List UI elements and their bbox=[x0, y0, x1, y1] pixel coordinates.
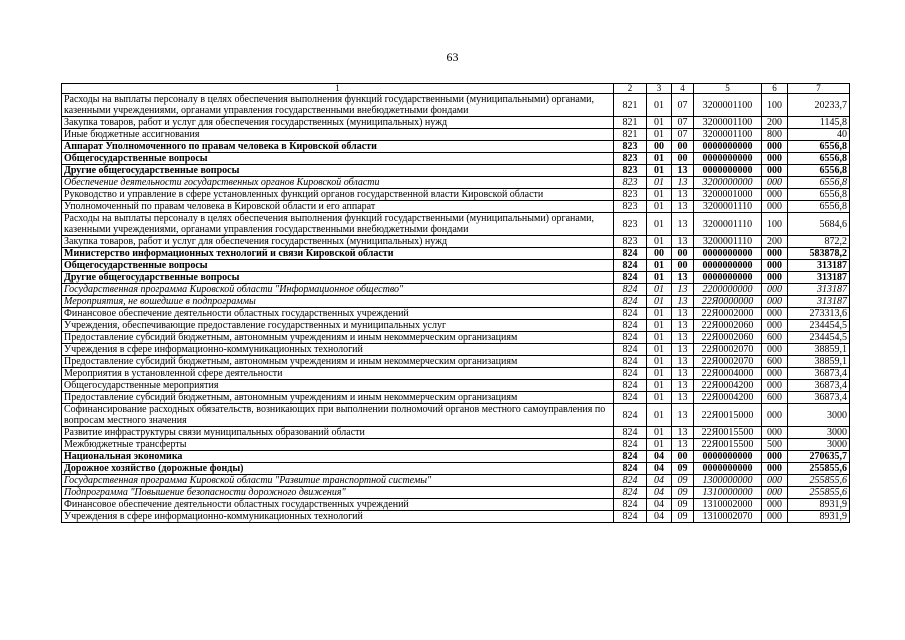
amount-cell: 234454,5 bbox=[788, 320, 850, 332]
row-name-cell: Учреждения, обеспечивающие предоставление государственных и муниципальных услуг bbox=[62, 320, 614, 332]
expense-type-code-cell: 000 bbox=[762, 511, 788, 523]
admin-code-cell: 821 bbox=[614, 117, 647, 129]
subsection-code-cell: 13 bbox=[672, 165, 694, 177]
section-code-cell: 04 bbox=[647, 511, 672, 523]
expense-type-code-cell: 000 bbox=[762, 404, 788, 427]
section-code-cell: 00 bbox=[647, 248, 672, 260]
admin-code-cell: 823 bbox=[614, 141, 647, 153]
section-code-cell: 01 bbox=[647, 404, 672, 427]
section-code-cell: 04 bbox=[647, 451, 672, 463]
target-code-cell: 0000000000 bbox=[694, 272, 762, 284]
subsection-code-cell: 09 bbox=[672, 511, 694, 523]
section-code-cell: 01 bbox=[647, 236, 672, 248]
row-name-cell: Общегосударственные вопросы bbox=[62, 260, 614, 272]
admin-code-cell: 824 bbox=[614, 344, 647, 356]
expense-type-code-cell: 000 bbox=[762, 344, 788, 356]
subsection-code-cell: 00 bbox=[672, 141, 694, 153]
expense-type-code-cell: 000 bbox=[762, 296, 788, 308]
expense-type-code-cell: 000 bbox=[762, 248, 788, 260]
section-code-cell: 04 bbox=[647, 499, 672, 511]
amount-cell: 273313,6 bbox=[788, 308, 850, 320]
admin-code-cell: 823 bbox=[614, 236, 647, 248]
admin-code-cell: 821 bbox=[614, 94, 647, 117]
amount-cell: 234454,5 bbox=[788, 332, 850, 344]
expense-type-code-cell: 000 bbox=[762, 320, 788, 332]
table-row bbox=[62, 177, 850, 189]
expense-type-code-cell: 000 bbox=[762, 451, 788, 463]
section-code-cell: 01 bbox=[647, 439, 672, 451]
subsection-code-cell: 07 bbox=[672, 129, 694, 141]
admin-code-cell: 824 bbox=[614, 511, 647, 523]
header-cell: 5 bbox=[694, 84, 762, 94]
amount-cell: 6556,8 bbox=[788, 189, 850, 201]
expense-type-code-cell: 000 bbox=[762, 189, 788, 201]
expense-type-code-cell: 000 bbox=[762, 308, 788, 320]
admin-code-cell: 824 bbox=[614, 427, 647, 439]
expense-type-code-cell: 600 bbox=[762, 356, 788, 368]
subsection-code-cell: 13 bbox=[672, 404, 694, 427]
admin-code-cell: 824 bbox=[614, 451, 647, 463]
section-code-cell: 01 bbox=[647, 332, 672, 344]
admin-code-cell: 823 bbox=[614, 153, 647, 165]
target-code-cell: 3200001110 bbox=[694, 213, 762, 236]
admin-code-cell: 824 bbox=[614, 284, 647, 296]
table-row bbox=[62, 213, 850, 236]
table-row bbox=[62, 94, 850, 117]
subsection-code-cell: 13 bbox=[672, 439, 694, 451]
subsection-code-cell: 00 bbox=[672, 248, 694, 260]
admin-code-cell: 821 bbox=[614, 129, 647, 141]
row-name-cell: Подпрограмма "Повышение безопасности дорожного движения" bbox=[62, 487, 614, 499]
admin-code-cell: 824 bbox=[614, 272, 647, 284]
subsection-code-cell: 13 bbox=[672, 344, 694, 356]
amount-cell: 313187 bbox=[788, 272, 850, 284]
expense-type-code-cell: 200 bbox=[762, 117, 788, 129]
row-name-cell: Общегосударственные мероприятия bbox=[62, 380, 614, 392]
table-row bbox=[62, 427, 850, 439]
expense-type-code-cell: 000 bbox=[762, 284, 788, 296]
subsection-code-cell: 13 bbox=[672, 320, 694, 332]
section-code-cell: 01 bbox=[647, 177, 672, 189]
row-name-cell: Мероприятия в установленной сфере деятельности bbox=[62, 368, 614, 380]
table-row bbox=[62, 272, 850, 284]
target-code-cell: 3200001110 bbox=[694, 201, 762, 213]
admin-code-cell: 824 bbox=[614, 320, 647, 332]
target-code-cell: 0000000000 bbox=[694, 165, 762, 177]
page-number: 63 bbox=[446, 50, 459, 64]
amount-cell: 20233,7 bbox=[788, 94, 850, 117]
header-cell: 3 bbox=[647, 84, 672, 94]
admin-code-cell: 824 bbox=[614, 499, 647, 511]
section-code-cell: 04 bbox=[647, 463, 672, 475]
amount-cell: 3000 bbox=[788, 439, 850, 451]
expense-type-code-cell: 000 bbox=[762, 380, 788, 392]
section-code-cell: 01 bbox=[647, 94, 672, 117]
amount-cell: 313187 bbox=[788, 260, 850, 272]
target-code-cell: 3200001000 bbox=[694, 189, 762, 201]
section-code-cell: 01 bbox=[647, 213, 672, 236]
table-row bbox=[62, 201, 850, 213]
row-name-cell: Предоставление субсидий бюджетным, автономным учреждениям и иным некоммерческим организациям bbox=[62, 356, 614, 368]
subsection-code-cell: 13 bbox=[672, 427, 694, 439]
row-name-cell: Закупка товаров, работ и услуг для обеспечения государственных (муниципальных) нужд bbox=[62, 117, 614, 129]
expense-type-code-cell: 100 bbox=[762, 213, 788, 236]
row-name-cell: Развитие инфраструктуры связи муниципальных образований области bbox=[62, 427, 614, 439]
section-code-cell: 01 bbox=[647, 392, 672, 404]
row-name-cell: Аппарат Уполномоченного по правам человека в Кировской области bbox=[62, 141, 614, 153]
amount-cell: 872,2 bbox=[788, 236, 850, 248]
amount-cell: 36873,4 bbox=[788, 368, 850, 380]
expense-type-code-cell: 800 bbox=[762, 129, 788, 141]
target-code-cell: 22Я0002070 bbox=[694, 344, 762, 356]
target-code-cell: 3200001100 bbox=[694, 129, 762, 141]
target-code-cell: 22Я0004200 bbox=[694, 380, 762, 392]
amount-cell: 313187 bbox=[788, 284, 850, 296]
table-row bbox=[62, 392, 850, 404]
table-row bbox=[62, 129, 850, 141]
table-row bbox=[62, 284, 850, 296]
target-code-cell: 22Я0015500 bbox=[694, 427, 762, 439]
row-name-cell: Уполномоченный по правам человека в Кировской области и его аппарат bbox=[62, 201, 614, 213]
row-name-cell: Предоставление субсидий бюджетным, автономным учреждениям и иным некоммерческим организациям bbox=[62, 392, 614, 404]
amount-cell: 8931,9 bbox=[788, 511, 850, 523]
target-code-cell: 22Я0002060 bbox=[694, 320, 762, 332]
header-cell: 2 bbox=[614, 84, 647, 94]
subsection-code-cell: 13 bbox=[672, 284, 694, 296]
amount-cell: 6556,8 bbox=[788, 153, 850, 165]
admin-code-cell: 824 bbox=[614, 404, 647, 427]
expense-type-code-cell: 000 bbox=[762, 499, 788, 511]
section-code-cell: 01 bbox=[647, 368, 672, 380]
row-name-cell: Финансовое обеспечение деятельности областных государственных учреждений bbox=[62, 308, 614, 320]
expense-type-code-cell: 000 bbox=[762, 272, 788, 284]
amount-cell: 6556,8 bbox=[788, 201, 850, 213]
amount-cell: 6556,8 bbox=[788, 165, 850, 177]
row-name-cell: Межбюджетные трансферты bbox=[62, 439, 614, 451]
table-row bbox=[62, 332, 850, 344]
admin-code-cell: 824 bbox=[614, 392, 647, 404]
table-body bbox=[62, 84, 850, 523]
admin-code-cell: 824 bbox=[614, 356, 647, 368]
table-row bbox=[62, 236, 850, 248]
section-code-cell: 01 bbox=[647, 427, 672, 439]
table-row bbox=[62, 153, 850, 165]
target-code-cell: 1310000000 bbox=[694, 487, 762, 499]
row-name-cell: Софинансирование расходных обязательств, возникающих при выполнении полномочий органов местного самоуправления по вопросам местного значения bbox=[62, 404, 614, 427]
section-code-cell: 04 bbox=[647, 475, 672, 487]
table-row bbox=[62, 475, 850, 487]
amount-cell: 36873,4 bbox=[788, 392, 850, 404]
admin-code-cell: 824 bbox=[614, 248, 647, 260]
subsection-code-cell: 09 bbox=[672, 487, 694, 499]
table-row bbox=[62, 487, 850, 499]
expense-type-code-cell: 000 bbox=[762, 427, 788, 439]
admin-code-cell: 824 bbox=[614, 308, 647, 320]
expense-type-code-cell: 000 bbox=[762, 463, 788, 475]
expense-type-code-cell: 000 bbox=[762, 368, 788, 380]
target-code-cell: 22Я0015000 bbox=[694, 404, 762, 427]
table-row bbox=[62, 308, 850, 320]
subsection-code-cell: 13 bbox=[672, 213, 694, 236]
admin-code-cell: 824 bbox=[614, 296, 647, 308]
table-row bbox=[62, 380, 850, 392]
section-code-cell: 01 bbox=[647, 344, 672, 356]
section-code-cell: 04 bbox=[647, 487, 672, 499]
section-code-cell: 01 bbox=[647, 320, 672, 332]
section-code-cell: 01 bbox=[647, 260, 672, 272]
section-code-cell: 01 bbox=[647, 356, 672, 368]
expense-type-code-cell: 000 bbox=[762, 487, 788, 499]
subsection-code-cell: 13 bbox=[672, 368, 694, 380]
expense-type-code-cell: 000 bbox=[762, 153, 788, 165]
table-row bbox=[62, 189, 850, 201]
subsection-code-cell: 13 bbox=[672, 332, 694, 344]
subsection-code-cell: 13 bbox=[672, 308, 694, 320]
expense-type-code-cell: 000 bbox=[762, 260, 788, 272]
row-name-cell: Закупка товаров, работ и услуг для обеспечения государственных (муниципальных) нужд bbox=[62, 236, 614, 248]
admin-code-cell: 824 bbox=[614, 332, 647, 344]
subsection-code-cell: 13 bbox=[672, 392, 694, 404]
row-name-cell: Другие общегосударственные вопросы bbox=[62, 165, 614, 177]
admin-code-cell: 824 bbox=[614, 463, 647, 475]
subsection-code-cell: 09 bbox=[672, 475, 694, 487]
subsection-code-cell: 13 bbox=[672, 296, 694, 308]
section-code-cell: 01 bbox=[647, 296, 672, 308]
amount-cell: 255855,6 bbox=[788, 475, 850, 487]
amount-cell: 3000 bbox=[788, 404, 850, 427]
amount-cell: 36873,4 bbox=[788, 380, 850, 392]
table-row bbox=[62, 296, 850, 308]
subsection-code-cell: 13 bbox=[672, 272, 694, 284]
amount-cell: 583878,2 bbox=[788, 248, 850, 260]
subsection-code-cell: 07 bbox=[672, 117, 694, 129]
subsection-code-cell: 00 bbox=[672, 260, 694, 272]
table-row bbox=[62, 404, 850, 427]
admin-code-cell: 824 bbox=[614, 475, 647, 487]
target-code-cell: 3200001100 bbox=[694, 94, 762, 117]
amount-cell: 270635,7 bbox=[788, 451, 850, 463]
expense-type-code-cell: 000 bbox=[762, 177, 788, 189]
target-code-cell: 0000000000 bbox=[694, 463, 762, 475]
row-name-cell: Иные бюджетные ассигнования bbox=[62, 129, 614, 141]
target-code-cell: 22Я0000000 bbox=[694, 296, 762, 308]
row-name-cell: Расходы на выплаты персоналу в целях обеспечения выполнения функций государственными (муниципальными) органами, казенными учреждениями, органами управления государственными внебюджетными фондами bbox=[62, 94, 614, 117]
amount-cell: 5684,6 bbox=[788, 213, 850, 236]
section-code-cell: 01 bbox=[647, 189, 672, 201]
row-name-cell: Дорожное хозяйство (дорожные фонды) bbox=[62, 463, 614, 475]
table-row bbox=[62, 368, 850, 380]
target-code-cell: 0000000000 bbox=[694, 141, 762, 153]
row-name-cell: Мероприятия, не вошедшие в подпрограммы bbox=[62, 296, 614, 308]
admin-code-cell: 824 bbox=[614, 439, 647, 451]
expense-type-code-cell: 000 bbox=[762, 475, 788, 487]
row-name-cell: Учреждения в сфере информационно-коммуникационных технологий bbox=[62, 511, 614, 523]
target-code-cell: 1300000000 bbox=[694, 475, 762, 487]
admin-code-cell: 824 bbox=[614, 260, 647, 272]
table-row bbox=[62, 439, 850, 451]
amount-cell: 1145,8 bbox=[788, 117, 850, 129]
subsection-code-cell: 07 bbox=[672, 94, 694, 117]
target-code-cell: 0000000000 bbox=[694, 260, 762, 272]
row-name-cell: Другие общегосударственные вопросы bbox=[62, 272, 614, 284]
target-code-cell: 3200001100 bbox=[694, 117, 762, 129]
table-row bbox=[62, 511, 850, 523]
table-row bbox=[62, 344, 850, 356]
amount-cell: 40 bbox=[788, 129, 850, 141]
table-row bbox=[62, 141, 850, 153]
section-code-cell: 01 bbox=[647, 308, 672, 320]
target-code-cell: 22Я0002060 bbox=[694, 332, 762, 344]
subsection-code-cell: 09 bbox=[672, 463, 694, 475]
table-row bbox=[62, 451, 850, 463]
subsection-code-cell: 13 bbox=[672, 189, 694, 201]
target-code-cell: 22Я0004000 bbox=[694, 368, 762, 380]
admin-code-cell: 823 bbox=[614, 201, 647, 213]
expense-type-code-cell: 100 bbox=[762, 94, 788, 117]
section-code-cell: 01 bbox=[647, 272, 672, 284]
row-name-cell: Общегосударственные вопросы bbox=[62, 153, 614, 165]
target-code-cell: 22Я0015500 bbox=[694, 439, 762, 451]
target-code-cell: 3200000000 bbox=[694, 177, 762, 189]
amount-cell: 6556,8 bbox=[788, 177, 850, 189]
expense-type-code-cell: 000 bbox=[762, 201, 788, 213]
table-row bbox=[62, 260, 850, 272]
header-cell: 4 bbox=[672, 84, 694, 94]
subsection-code-cell: 13 bbox=[672, 236, 694, 248]
header-row bbox=[62, 84, 850, 94]
target-code-cell: 0000000000 bbox=[694, 248, 762, 260]
expense-type-code-cell: 600 bbox=[762, 392, 788, 404]
row-name-cell: Государственная программа Кировской области "Информационное общество" bbox=[62, 284, 614, 296]
target-code-cell: 22Я0002070 bbox=[694, 356, 762, 368]
table-row bbox=[62, 463, 850, 475]
subsection-code-cell: 13 bbox=[672, 177, 694, 189]
admin-code-cell: 823 bbox=[614, 165, 647, 177]
amount-cell: 6556,8 bbox=[788, 141, 850, 153]
target-code-cell: 0000000000 bbox=[694, 451, 762, 463]
amount-cell: 255855,6 bbox=[788, 487, 850, 499]
row-name-cell: Учреждения в сфере информационно-коммуникационных технологий bbox=[62, 344, 614, 356]
target-code-cell: 0000000000 bbox=[694, 153, 762, 165]
amount-cell: 313187 bbox=[788, 296, 850, 308]
header-cell: 7 bbox=[788, 84, 850, 94]
budget-table bbox=[61, 83, 850, 523]
row-name-cell: Расходы на выплаты персоналу в целях обеспечения выполнения функций государственными (муниципальными) органами, казенными учреждениями, органами управления государственными внебюджетными фондами bbox=[62, 213, 614, 236]
admin-code-cell: 823 bbox=[614, 189, 647, 201]
section-code-cell: 01 bbox=[647, 380, 672, 392]
target-code-cell: 22Я0002000 bbox=[694, 308, 762, 320]
expense-type-code-cell: 000 bbox=[762, 141, 788, 153]
amount-cell: 38859,1 bbox=[788, 344, 850, 356]
amount-cell: 255855,6 bbox=[788, 463, 850, 475]
amount-cell: 3000 bbox=[788, 427, 850, 439]
amount-cell: 8931,9 bbox=[788, 499, 850, 511]
row-name-cell: Финансовое обеспечение деятельности областных государственных учреждений bbox=[62, 499, 614, 511]
admin-code-cell: 823 bbox=[614, 213, 647, 236]
section-code-cell: 01 bbox=[647, 165, 672, 177]
table-row bbox=[62, 320, 850, 332]
admin-code-cell: 824 bbox=[614, 487, 647, 499]
header-cell: 6 bbox=[762, 84, 788, 94]
subsection-code-cell: 00 bbox=[672, 451, 694, 463]
section-code-cell: 01 bbox=[647, 153, 672, 165]
table-row bbox=[62, 356, 850, 368]
target-code-cell: 22Я0004200 bbox=[694, 392, 762, 404]
section-code-cell: 00 bbox=[647, 141, 672, 153]
table-row bbox=[62, 248, 850, 260]
table-row bbox=[62, 117, 850, 129]
subsection-code-cell: 13 bbox=[672, 380, 694, 392]
admin-code-cell: 824 bbox=[614, 380, 647, 392]
subsection-code-cell: 00 bbox=[672, 153, 694, 165]
target-code-cell: 2200000000 bbox=[694, 284, 762, 296]
section-code-cell: 01 bbox=[647, 201, 672, 213]
table-row bbox=[62, 165, 850, 177]
subsection-code-cell: 13 bbox=[672, 356, 694, 368]
subsection-code-cell: 09 bbox=[672, 499, 694, 511]
row-name-cell: Министерство информационных технологий и связи Кировской области bbox=[62, 248, 614, 260]
section-code-cell: 01 bbox=[647, 129, 672, 141]
target-code-cell: 3200001110 bbox=[694, 236, 762, 248]
section-code-cell: 01 bbox=[647, 117, 672, 129]
row-name-cell: Обеспечение деятельности государственных органов Кировской области bbox=[62, 177, 614, 189]
admin-code-cell: 823 bbox=[614, 177, 647, 189]
row-name-cell: Государственная программа Кировской области "Развитие транспортной системы" bbox=[62, 475, 614, 487]
admin-code-cell: 824 bbox=[614, 368, 647, 380]
table-row bbox=[62, 499, 850, 511]
subsection-code-cell: 13 bbox=[672, 201, 694, 213]
expense-type-code-cell: 600 bbox=[762, 332, 788, 344]
target-code-cell: 1310002070 bbox=[694, 511, 762, 523]
row-name-cell: Руководство и управление в сфере установленных функций органов государственной власти Кировской области bbox=[62, 189, 614, 201]
section-code-cell: 01 bbox=[647, 284, 672, 296]
expense-type-code-cell: 200 bbox=[762, 236, 788, 248]
row-name-cell: Предоставление субсидий бюджетным, автономным учреждениям и иным некоммерческим организациям bbox=[62, 332, 614, 344]
target-code-cell: 1310002000 bbox=[694, 499, 762, 511]
header-cell: 1 bbox=[62, 84, 614, 94]
amount-cell: 38859,1 bbox=[788, 356, 850, 368]
expense-type-code-cell: 500 bbox=[762, 439, 788, 451]
row-name-cell: Национальная экономика bbox=[62, 451, 614, 463]
expense-type-code-cell: 000 bbox=[762, 165, 788, 177]
